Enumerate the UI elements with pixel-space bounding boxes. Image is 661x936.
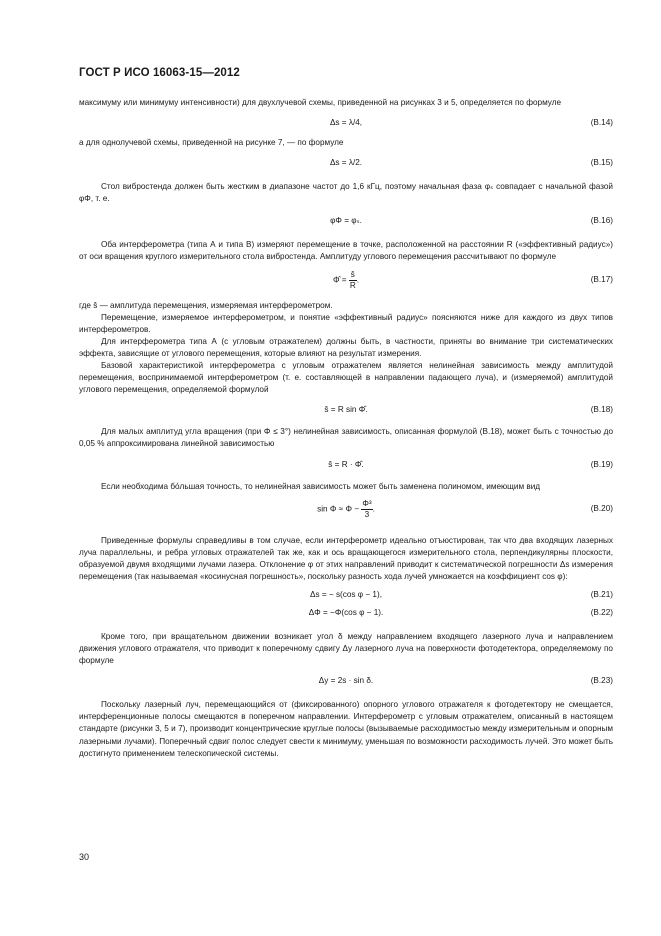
paragraph-9: Для малых амплитуд угла вращения (при Φ ≤ 3°) нелинейная зависимость, описанная формулой (B.18), может быть с точностью до 0,05 % аппроксимирована линейной зависимостью: [79, 427, 613, 449]
equation-b21: [79, 589, 613, 601]
paragraph-11: Приведенные формулы справедливы в том случае, если интерферометр идеально отъюстирован, так что два входящих лазерных луча параллельны, и ребра угловых отражателей так же, как и ось вращающегося измерительного стола, перпендикулярны плоскости, образуемой двумя входящими лучами лазера. Отклонение φ от этих направлений приводит к систематической погрешности Δs измерения перемещения (так называемая «косинусная погрешность», поскольку разность хода лучей умножается на коэффициент cos φ):: [79, 535, 613, 581]
equation-formula: ŝ = R sin Φ̂.: [324, 405, 368, 415]
equation-formula: ΔΦ = −Φ(cos φ − 1).: [308, 607, 384, 617]
equation-number: (B.23): [590, 676, 613, 686]
equation-number: (B.21): [590, 589, 613, 599]
paragraph-8: Базовой характеристикой интерферометра с угловым отражателем является нелинейная зависимость между амплитудой перемещения, воспринимаемой интерферометром (т. е. составляющей в направлении падающего луча), и (измеряемой) амплитудой углового перемещения, определяемой формулой: [79, 361, 613, 395]
equation-number: (B.15): [590, 158, 613, 168]
equation-number: (B.19): [590, 459, 613, 469]
fraction: [361, 499, 372, 520]
equation-b22: [79, 607, 613, 619]
equation-b17: [79, 268, 613, 292]
paragraph-10: Если необходима бо́льшая точность, то нелинейная зависимость может быть заменена полиномом, имеющим вид: [101, 481, 541, 491]
equation-formula: φΦ = φₛ.: [330, 216, 362, 226]
paragraph-5: где ŝ — амплитуда перемещения, измеряемая интерферометром.: [79, 300, 333, 310]
paragraph-4: Оба интерферометра (типа А и типа В) измеряют перемещение в точке, расположенной на расстоянии R («эффективный радиус») от оси вращения круглого измерительного стола вибростенда. Амплитуду углового перемещения рассчитывают по формуле: [79, 240, 613, 262]
paragraph-7: Для интерферометра типа А (с угловым отражателем) должны быть, в частности, приняты во внимание три систематических эффекта, зависящие от углового перемещения, которые влияют на результат измерения.: [79, 336, 613, 358]
equation-b20: [79, 497, 613, 521]
paragraph-3: Стол вибростенда должен быть жестким в диапазоне частот до 1,6 кГц, поэтому начальная фаза φₛ совпадает с начальной фазой φΦ, т. е.: [79, 182, 613, 204]
equation-b18: [79, 404, 613, 416]
equation-formula: ŝ = R · Φ̂.: [328, 459, 364, 469]
equation-number: (B.14): [590, 118, 613, 128]
equation-lhs: Φ̂ =: [332, 275, 347, 285]
paragraph-6: Перемещение, измеряемое интерферометром, и понятие «эффективный радиус» поясняются ниже для каждого из двух типов интерферометров.: [79, 312, 613, 334]
document-body: [79, 97, 613, 760]
equation-tail: .: [356, 275, 360, 285]
fraction-denominator: 3: [364, 509, 370, 519]
paragraph-13: Поскольку лазерный луч, перемещающийся от (фиксированного) опорного углового отражателя к фотодетектору не смещается, интерференционные полосы смещаются в поперечном направлении. Интерферометр с угловым отражателем, описанный в настоящем стандарте (рисунки 3, 5 и 7), производит концентрические круглые полосы (вызываемые расходимостью между измерительным и опорным лазерными лучами). Поперечный сдвиг полос следует свести к минимуму, уменьшая по возможности расходимость лучей. Это может быть достигнуто применением телескопической системы.: [79, 700, 613, 758]
equation-number: (B.22): [590, 607, 613, 617]
equation-number: (B.16): [590, 216, 613, 226]
fraction-numerator: Φ³: [362, 498, 372, 508]
equation-b16: [79, 215, 613, 227]
paragraph-12: Кроме того, при вращательном движении возникает угол δ между направлением входящего лазерного луча и направлением движения углового отражателя, что приводит к поперечному сдвигу Δy лазерного луча на поверхности фотодетектора, определяемому по формуле: [79, 631, 613, 666]
equation-formula: Δs = λ/2.: [329, 158, 363, 168]
equation-tail: .: [372, 504, 375, 514]
equation-b19: [79, 459, 613, 471]
equation-formula: Δs = λ/4,: [329, 118, 363, 128]
document-header: ГОСТ Р ИСО 16063-15—2012: [79, 67, 240, 79]
equation-lhs: sin Φ ≈ Φ −: [317, 504, 360, 514]
paragraph-2: а для однолучевой схемы, приведенной на рисунке 7, — по формуле: [79, 138, 344, 148]
equation-number: (B.18): [590, 405, 613, 415]
equation-b14: [79, 117, 613, 129]
equation-b23: [79, 675, 613, 687]
equation-b15: [79, 157, 613, 169]
fraction: [349, 269, 360, 291]
paragraph-1: максимуму или минимуму интенсивности) для двухлучевой схемы, приведенной на рисунках 3 и 5, определяется по формуле: [79, 98, 562, 107]
equation-formula: Δy = 2s · sin δ.: [318, 676, 374, 686]
fraction-denominator: R: [349, 280, 356, 290]
equation-number: (B.17): [590, 274, 613, 284]
equation-number: (B.20): [590, 503, 613, 513]
equation-formula: Δs = − s(cos φ − 1),: [310, 589, 382, 599]
page-number: 30: [79, 852, 90, 862]
fraction-numerator: ŝ: [350, 269, 355, 279]
